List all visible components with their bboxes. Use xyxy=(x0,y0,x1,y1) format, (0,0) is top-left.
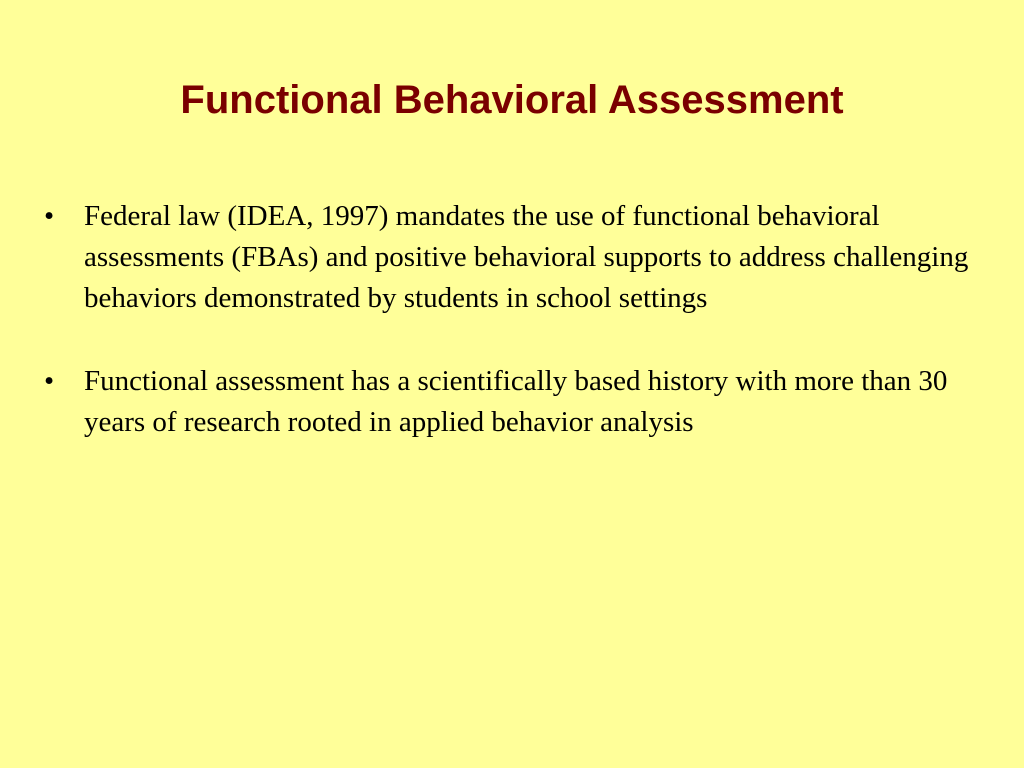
bullet-text: Functional assessment has a scientifically based history with more than 30 years of research rooted in applied behavior analysis xyxy=(84,365,948,438)
bullet-marker: • xyxy=(44,200,55,232)
bullet-marker: • xyxy=(44,365,55,397)
bullet-item xyxy=(40,361,980,443)
bullet-item xyxy=(40,196,980,319)
bullet-list xyxy=(40,196,980,485)
bullet-text: Federal law (IDEA, 1997) mandates the use of functional behavioral assessments (FBAs) and positive behavioral supports to address challenging behaviors demonstrated by students in school settings xyxy=(84,200,969,314)
slide-title: Functional Behavioral Assessment xyxy=(180,78,844,122)
